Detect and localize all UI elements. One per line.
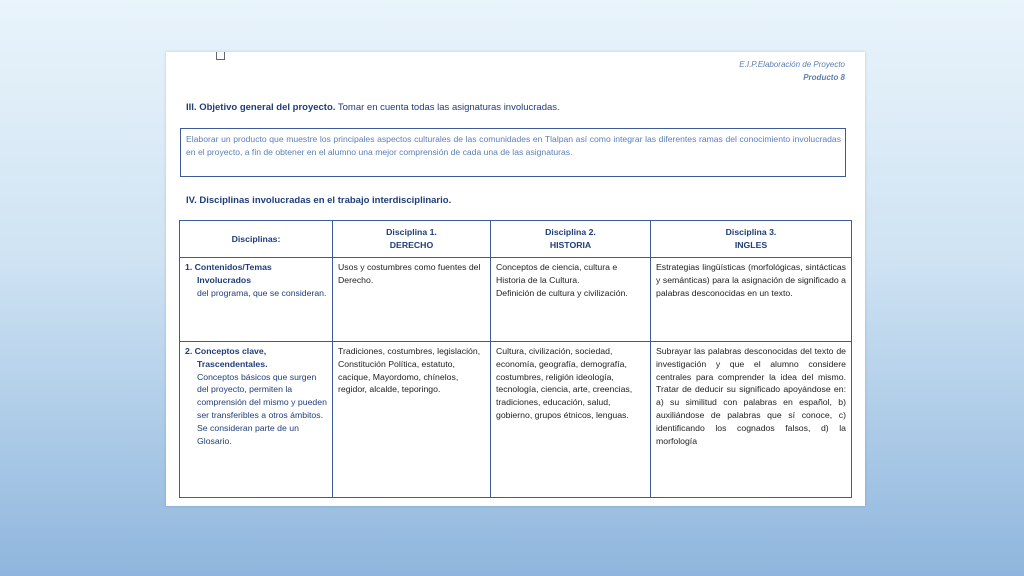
header-disciplina-1: Disciplina 1. DERECHO [333, 221, 491, 258]
section-3-subtext: Tomar en cuenta todas las asignaturas involucradas. [335, 102, 560, 113]
checkbox-icon [216, 52, 225, 60]
cell-historia-conceptos: Cultura, civilización, sociedad, economía, geografía, demografía, costumbres, religión ideología, tecnología, ciencia, arte, creencias, tradiciones, educación, salud, gobierno, grupos étnicos, lenguas. [491, 342, 651, 498]
cell-historia-contenidos: Conceptos de ciencia, cultura e Historia de la Cultura. Definición de cultura y civilización. [491, 258, 651, 342]
disciplines-table [179, 220, 852, 498]
header-disciplina-2: Disciplina 2. HISTORIA [491, 221, 651, 258]
header-disciplina-3: Disciplina 3. INGLES [651, 221, 852, 258]
header-disciplinas: Disciplinas: [180, 221, 333, 258]
cell-ingles-conceptos: Subrayar las palabras desconocidas del texto de investigación y que el alumno considere centrales para comprender la idea del mismo. Tratar de deducir su significado apoyándose en: a) su similitud con palabras en español, b) auxiliándose de palabras que sí conoce, c) identificando los cognados falsos, d) la morfología [651, 342, 852, 498]
section-4-heading [186, 195, 451, 206]
header-product-number: Producto 8 [803, 73, 845, 82]
row-label-contenidos: 1. Contenidos/Temas Involucrados del programa, que se consideran. [180, 258, 333, 342]
document-page [166, 52, 865, 506]
cell-ingles-contenidos: Estrategias lingüísticas (morfológicas, sintácticas y semánticas) para la asignación de significado a palabras desconocidas en un texto. [651, 258, 852, 342]
section-3-heading [186, 102, 560, 113]
header-project-title: E.I.P.Elaboración de Proyecto [739, 60, 845, 69]
cell-derecho-contenidos: Usos y costumbres como fuentes del Derecho. [333, 258, 491, 342]
objective-box: Elaborar un producto que muestre los principales aspectos culturales de las comunidades en Tlalpan así como integrar las diferentes ramas del conocimiento involucradas en el proyecto, a fin de obtener en el alumno una mejor comprensión de cada una de las asignaturas. [180, 128, 846, 177]
document-header [739, 58, 845, 84]
table-row [180, 258, 852, 342]
cell-derecho-conceptos: Tradiciones, costumbres, legislación, Constitución Política, estatuto, cacique, Mayordomo, chínelos, regidor, alcalde, teporingo. [333, 342, 491, 498]
table-header-row [180, 221, 852, 258]
section-3-title: III. Objetivo general del proyecto. [186, 102, 336, 113]
section-4-title: IV. Disciplinas involucradas en el trabajo interdisciplinario. [186, 195, 452, 206]
row-label-conceptos: 2. Conceptos clave, Trascendentales. Conceptos básicos que surgen del proyecto, permiten la comprensión del mismo y pueden ser transferibles a otros ámbitos. Se consideran parte de un Glosario. [180, 342, 333, 498]
table-row [180, 342, 852, 498]
